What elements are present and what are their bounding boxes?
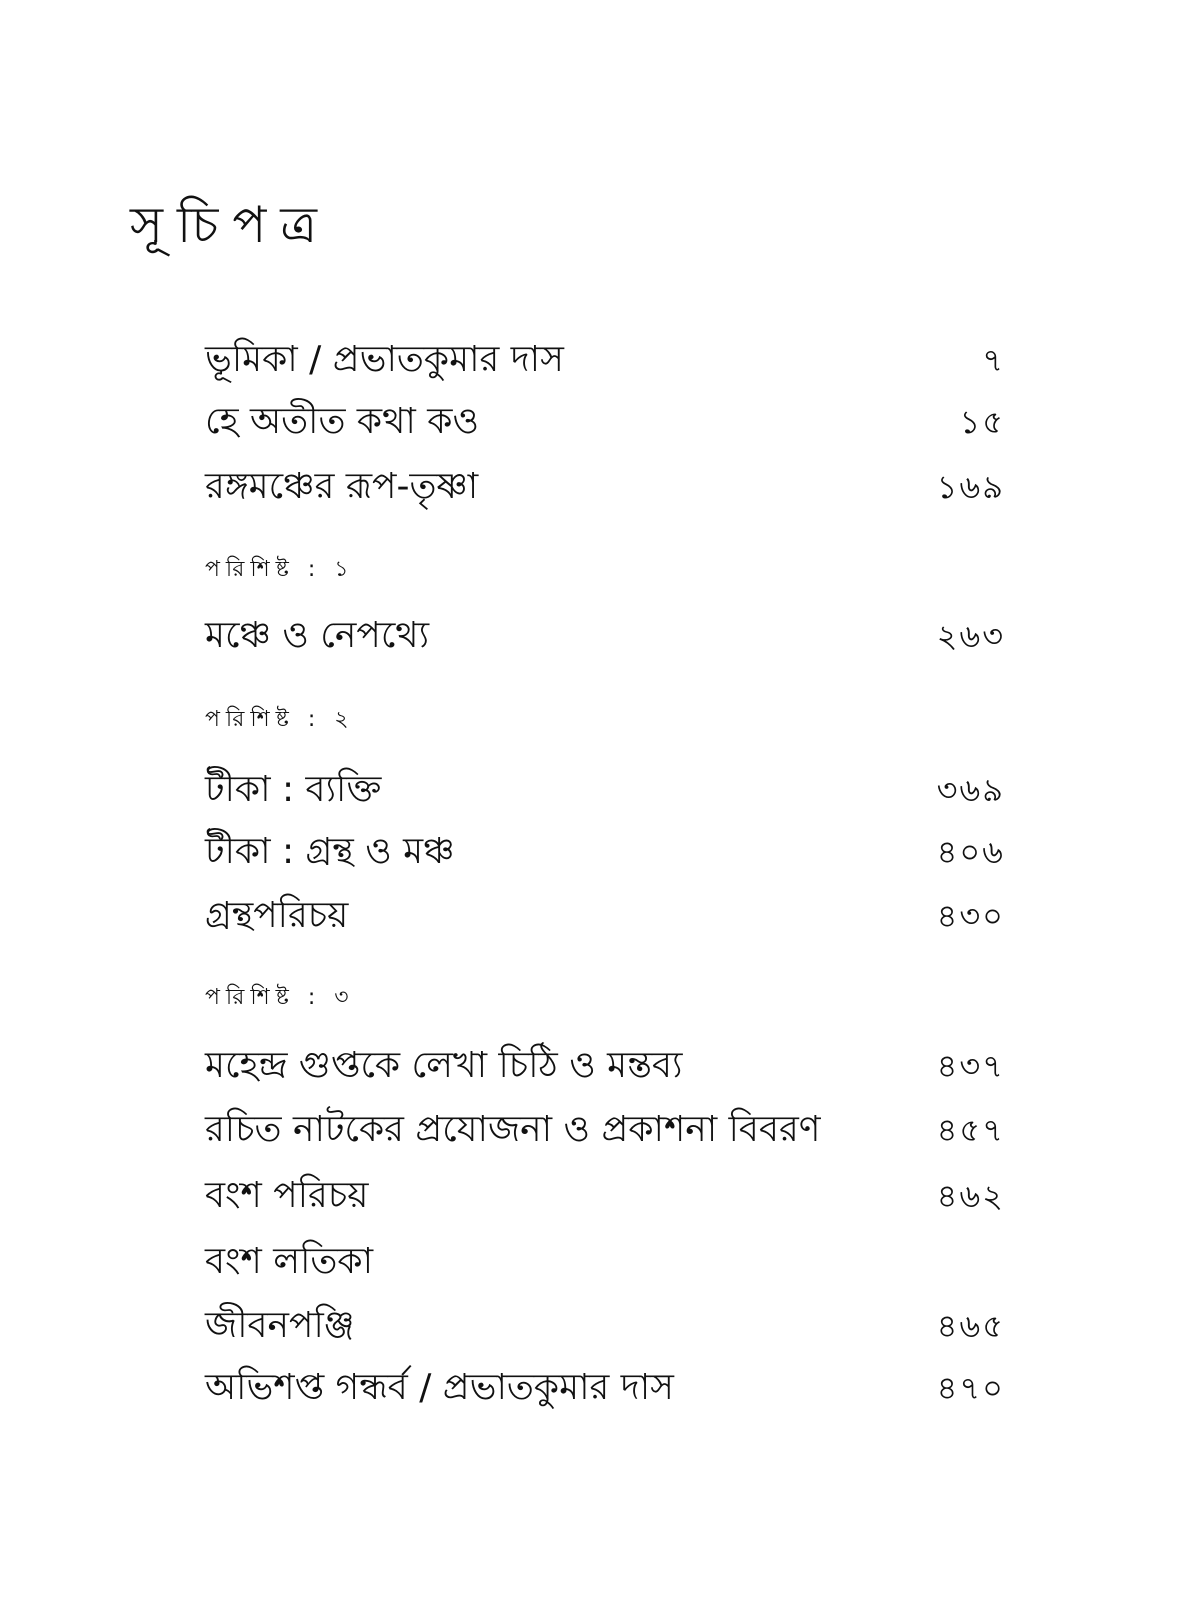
toc-entry-title: মঞ্চে ও নেপথ্যে: [205, 615, 430, 656]
toc-entry: [205, 1358, 1005, 1418]
toc-entry-title: ভূমিকা / প্রভাতকুমার দাস: [205, 339, 564, 380]
toc-entry-page: ১৬৯: [936, 468, 1005, 506]
toc-entry-title: হে অতীত কথা কও: [205, 401, 479, 442]
toc-entry-title: গ্রন্থপরিচয়: [205, 895, 349, 936]
toc-entry: [205, 457, 1005, 517]
toc-entry-title: বংশ লতিকা: [205, 1241, 374, 1282]
toc-entry: [205, 760, 1005, 820]
toc-entry-page: ৪৬২: [936, 1177, 1005, 1215]
table-of-contents: [205, 0, 1005, 1617]
page-title: সূচিপত্র: [130, 196, 331, 254]
toc-entry-page: ৪৩০: [936, 897, 1005, 935]
toc-entry-page: ৪০৬: [936, 833, 1005, 871]
toc-entry-title: রঙ্গমঞ্চের রূপ-তৃষ্ণা: [205, 466, 479, 507]
toc-entry-page: ৭: [982, 341, 1005, 379]
toc-entry-title: রচিত নাটকের প্রযোজনা ও প্রকাশনা বিবরণ: [205, 1109, 821, 1150]
toc-entry: [205, 886, 1005, 946]
toc-entry: [205, 392, 1005, 452]
toc-entry-page: ৩৬৯: [936, 771, 1005, 809]
toc-entry-title: মহেন্দ্র গুপ্তকে লেখা চিঠি ও মন্তব্য: [205, 1045, 683, 1086]
toc-entry-page: ৪৬৫: [936, 1307, 1005, 1345]
toc-entry-page: ৪৭০: [936, 1369, 1005, 1407]
appendix-heading: পরিশিষ্ট : ১: [205, 557, 355, 582]
toc-entry: [205, 1036, 1005, 1096]
toc-entry: [205, 822, 1005, 882]
appendix-heading: পরিশিষ্ট : ৩: [205, 985, 355, 1010]
toc-entry-title: টীকা : ব্যক্তি: [205, 769, 382, 810]
toc-entry-title: জীবনপঞ্জি: [205, 1305, 355, 1346]
toc-entry-title: বংশ পরিচয়: [205, 1175, 369, 1216]
toc-entry: [205, 1296, 1005, 1356]
toc-entry-page: ৪৫৭: [936, 1111, 1005, 1149]
toc-entry-title: টীকা : গ্রন্থ ও মঞ্চ: [205, 831, 455, 872]
toc-entry-page: ২৬৩: [936, 617, 1005, 655]
toc-entry-page: ৪৩৭: [936, 1047, 1005, 1085]
toc-entry: [205, 1166, 1005, 1226]
toc-entry: [205, 1100, 1005, 1160]
toc-entry-title: অভিশপ্ত গন্ধর্ব / প্রভাতকুমার দাস: [205, 1367, 674, 1408]
toc-entry-page: ১৫: [959, 403, 1005, 441]
toc-entry: [205, 606, 1005, 666]
appendix-heading: পরিশিষ্ট : ২: [205, 707, 355, 732]
toc-entry: [205, 1232, 1005, 1292]
toc-entry: [205, 330, 1005, 390]
